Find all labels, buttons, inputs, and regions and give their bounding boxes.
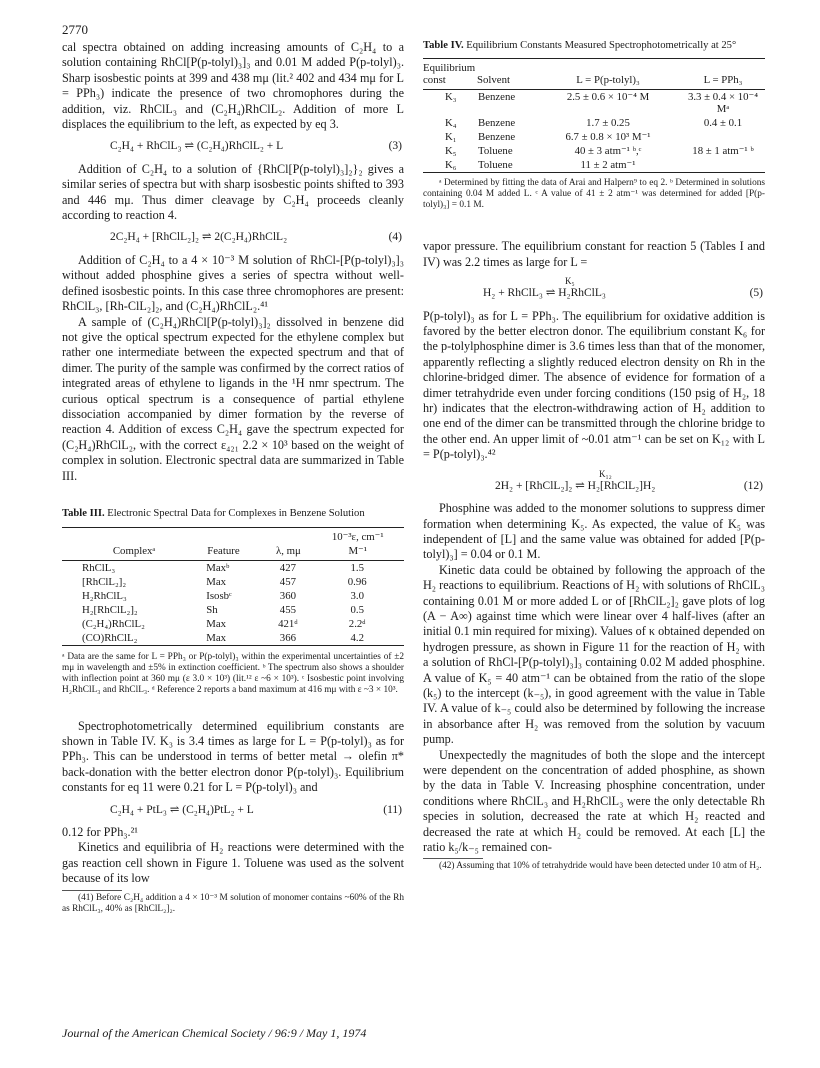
equation-text: C₂H₄ + PtL₃ ⇌ (C₂H₄)PtL₂ + L: [110, 803, 254, 816]
equation-3: [62, 139, 404, 154]
equation-number: (3): [388, 140, 402, 153]
table-row: [62, 575, 404, 589]
table-cell: 1.5: [350, 561, 364, 574]
table-cell: 1.7 ± 0.25: [586, 116, 630, 129]
equation-number: (11): [383, 803, 402, 816]
table-row: [62, 589, 404, 603]
column-header: L = PPh₃: [703, 73, 743, 86]
table-cell: [RhClL₂]₂: [82, 575, 127, 588]
column-header: L = P(p-tolyl)₃: [576, 73, 640, 86]
table-cell: Benzene: [478, 130, 516, 143]
table-cell: 11 ± 2 atm⁻¹: [580, 158, 636, 171]
paragraph: P(p-tolyl)₃ as for L = PPh₃. The equilibrium for oxidative addition is favored by the better electron donor. The equilibrium constant K₆ for the p-tolylphosphine dimer is 3.6 times less than that of the monomer, apparently reflecting a slightly reduced electron density on Rh in the chlorine-bridged dimer. The absence of evidence for formation of a dimer tetrahydride even under forcing conditions (150 psig of H₂, 18 hr) indicates that the electron-withdrawing action of H₂ addition to one end of the dimer can be transmitted through the chlorine bridge to the other end. An upper limit of ~0.01 atm⁻¹ can be set on K₁₂ with L = P(p-tolyl)₃.⁴²: [423, 308, 765, 462]
table-cell: RhClL₃: [82, 561, 116, 574]
table-footnote: ᵃ Determined by fitting the data of Arai and Halpern⁹ to eq 2. ᵇ Determined in solutions containing 0.04 M added L. ᶜ A value of 41 ± 2 atm⁻¹ was determined for added [P(p-tolyl)₃] = 0.1 M.: [423, 177, 765, 211]
table-title: Equilibrium Constants Measured Spectrophotometrically at 25°: [463, 40, 737, 51]
column-header: Complexᵃ: [112, 544, 156, 557]
table-cell: H₂[RhClL₂]₂: [82, 603, 138, 616]
table-cell: (C₂H₄)RhClL₂: [82, 617, 145, 630]
paragraph: Phosphine was added to the monomer solutions to suppress dimer formation when determining K₅. As expected, the value of K₅ was independent of [L] and the same value was obtained for added [P(p-tolyl)₃] = 0.04 or 0.1 M.: [423, 501, 765, 562]
equation-text: 2H₂ + [RhClL₂]₂ ⇌ H₂[RhClL₂]H₂: [495, 479, 656, 492]
table-cell: Max: [206, 575, 227, 588]
paragraph: Kinetics and equilibria of H₂ reactions were determined with the gas reaction cell shown in Figure 1. Toluene was used as the solvent because of its low: [62, 840, 404, 886]
equation-text: H₂ + RhClL₃ ⇌ H₂RhClL₃: [483, 287, 606, 300]
paragraph: Spectrophotometrically determined equilibrium constants are shown in Table IV. K₃ is 3.4 times as large for L = P(p-tolyl)₃ as for PPh₃. This can be understood in terms of better metal → olefin π* back-donation with the better electron donor P(p-tolyl)₃. Equilibrium constants for eq 11 were 0.21 for L = P(p-tolyl)₃ and: [62, 718, 404, 795]
table-title: Electronic Spectral Data for Complexes in Benzene Solution: [104, 507, 365, 519]
equation-text: C₂H₄ + RhClL₃ ⇌ (C₂H₄)RhClL₂ + L: [110, 140, 284, 153]
table-cell: 0.5: [350, 603, 364, 616]
table-cell: 4.2: [350, 631, 364, 644]
table-row: [423, 144, 765, 158]
table-cell: [681, 158, 765, 173]
table-caption: [423, 40, 765, 53]
table-row: [62, 603, 404, 617]
column-header: λ, mμ: [275, 544, 301, 557]
table-label: Table IV.: [423, 40, 464, 51]
column-header: Equilibrium const: [423, 61, 476, 86]
equation-number: (12): [743, 479, 763, 492]
table-label: Table III.: [62, 507, 105, 519]
paragraph: Kinetic data could be obtained by following the approach of the H₂ reactions to equilibrium. Reactions of H₂ with solutions of RhClL₃ containing 0.01 M or more added L or of [RhClL₂]₂ gave plots of log (A − A∞) against time which were linear over 4 half-lives (after an initial 0.1 min required for mixing). Values of κ obtained depended on hydrogen pressure, as shown in Figure 11 for the reaction of H₂ with a solution of RhCl-[P(p-tolyl)₃]₃ containing 0.02 M added phosphine. A value of K₅ = 40 atm⁻¹ can be obtained from the ratio of the slope (k₅) to the intercept (k₋₅), in good agreement with the value in Table IV. A value of k₋₅ could also be determined by following the increase in absorbance after H₂ was removed from the solution by vacuum pump.: [423, 562, 766, 747]
equation-11: [62, 803, 404, 818]
table-cell: Sh: [206, 603, 218, 616]
table-cell: Benzene: [478, 116, 516, 129]
table-cell: 18 ± 1 atm⁻¹ ᵇ: [692, 144, 754, 157]
equation-12: [423, 470, 765, 494]
column-header: Feature: [207, 544, 240, 557]
table-row: [62, 617, 404, 631]
footnote-42: (42) Assuming that 10% of tetrahydride would have been detected under 10 atm of H₂.: [439, 861, 762, 872]
table-cell: (CO)RhClL₂: [82, 631, 138, 644]
column-header: Solvent: [477, 73, 510, 86]
equation-constant: K₅: [565, 276, 575, 287]
equation-number: (5): [749, 287, 763, 300]
table-cell: 2.2ᵈ: [348, 617, 366, 630]
paragraph: A sample of (C₂H₄)RhCl[P(p-tolyl)₃]₂ dissolved in benzene did not give the optical spectrum expected for the ethylene complex but rather one intermediate between the expected spectrum and that of dimer. The purity of the sample was confirmed by the correct ratios of integrated areas of ethylene to ligands in the ¹H nmr spectrum. The curious optical spectrum is a consequence of partial ethylene dissociation accompanied by dimer formation by the reverse of reaction 4. Addition of excess C₂H₄ gave the spectrum expected for (C₂H₄)RhClL₂, with the correct ε₄₂₁ 2.2 × 10³ based on the weight of complex in solution. Electronic spectral data are summarized in Table III.: [62, 314, 404, 483]
table-cell: 6.7 ± 0.8 × 10³ M⁻¹: [565, 130, 651, 143]
table-cell: 3.0: [350, 589, 364, 602]
paragraph: 0.12 for PPh₃.²¹: [62, 825, 138, 840]
journal-footer: Journal of the American Chemical Society / 96:9 / May 1, 1974: [62, 1026, 367, 1040]
table-cell: Toluene: [478, 144, 513, 157]
table-row: [423, 89, 765, 116]
paragraph: Addition of C₂H₄ to a 4 × 10⁻³ M solution of RhCl-[P(p-tolyl)₃]₃ without added phosphine gives a series of spectra without well-defined isosbestic points. In this case three chromophores are present: RhClL₃, [Rh-ClL₂]₂, and (C₂H₄)RhClL₂.⁴¹: [62, 252, 404, 314]
right-column: [423, 40, 765, 873]
table-cell: Max: [206, 631, 227, 644]
table-cell: 40 ± 3 atm⁻¹ ᵇ,ᶜ: [574, 144, 642, 157]
table-iii-grid: [62, 527, 404, 646]
equation-number: (4): [388, 231, 402, 244]
table-cell: K₃: [445, 90, 457, 103]
left-column: [62, 40, 404, 915]
table-cell: 0.96: [347, 575, 367, 588]
paragraph: Unexpectedly the magnitudes of both the slope and the intercept were dependent on the concentration of added phosphine, as shown by the data in Table V. Increasing phosphine concentration, under conditions where RhClL₃ and H₂RhClL₃ were the only detectable Rh species in solution, decreased the rate at which H₂ reacted and decreased the rate at which H₂ could be removed. At each [L] the ratio k₅/k₋₅ remained con-: [423, 747, 765, 855]
table-cell: 0.4 ± 0.1: [703, 116, 743, 129]
table-cell: 2.5 ± 0.6 × 10⁻⁴ M: [566, 90, 650, 103]
table-iv-grid: [423, 58, 765, 173]
table-footnote: ᵃ Data are the same for L = PPh₃ or P(p-tolyl)₃ within the experimental uncertainties of ±2 mμ in wavelength and ±5% in extinction coefficient. ᵇ The spectrum also shows a shoulder with inflection point at 360 mμ (ε 3.0 × 10³) (lit.¹² ε ~6 × 10³). ᶜ Isosbestic point involving H₂RhClL₃ and RhClL₃. ᵈ Reference 2 reports a band maximum at 416 mμ with ε ~3 × 10³.: [62, 651, 404, 696]
table-cell: H₂RhClL₃: [82, 589, 127, 602]
footnote-41: (41) Before C₂H₄ addition a 4 × 10⁻³ M solution of monomer contains ~60% of the Rh as RhClL₃, 40% as [RhClL₂]₂.: [62, 892, 404, 914]
table-cell: 427: [279, 561, 296, 574]
table-caption: [62, 508, 404, 521]
table-cell: K₁: [445, 130, 457, 143]
page-number: 2770: [62, 22, 88, 37]
table-cell: 455: [279, 603, 296, 616]
table-cell: Maxᵇ: [206, 561, 230, 574]
equation-constant: K₁₂: [599, 468, 612, 479]
equation-text: 2C₂H₄ + [RhClL₂]₂ ⇌ 2(C₂H₄)RhClL₂: [110, 231, 288, 244]
table-cell: Max: [206, 617, 227, 630]
table-row: [423, 130, 765, 144]
table-iv: [423, 40, 765, 211]
table-row: [62, 560, 404, 575]
table-cell: K₄: [445, 116, 457, 129]
paragraph: Addition of C₂H₄ to a solution of {RhCl[P(p-tolyl)₃]₂}₂ gives a similar series of spectra but with sharp isosbestic points shifted to 393 and 446 mμ. Thus dimer cleavage by C₂H₄ proceeds cleanly according to reaction 4.: [62, 161, 404, 223]
table-iii: [62, 508, 404, 697]
table-cell: Isosbᶜ: [206, 589, 232, 602]
paragraph: vapor pressure. The equilibrium constant for reaction 5 (Tables I and IV) was 2.2 times as large for L =: [423, 239, 765, 269]
table-cell: Toluene: [478, 158, 513, 171]
table-cell: 421ᵈ: [278, 617, 298, 630]
equation-5: [423, 277, 765, 301]
table-row: [423, 116, 765, 130]
column-header: M⁻¹: [348, 544, 367, 557]
table-cell: K₅: [445, 144, 457, 157]
paragraph: cal spectra obtained on adding increasing amounts of C₂H₄ to a solution containing RhCl[P(p-tolyl)₃]₃ and 0.01 M added P(p-tolyl)₃. Sharp isosbestic points at 399 and 438 mμ (lit.² 402 and 434 mμ for L = PPh₃) indicate the presence of two chromophores during the addition, viz. RhClL₃ and (C₂H₄)RhClL₂. Addition of more L displaces the equilibrium to the left, as expected by eq 3.: [62, 40, 404, 132]
table-cell: K₆: [445, 158, 457, 171]
table-cell: 366: [279, 631, 296, 644]
table-row: [423, 158, 765, 173]
table-cell: Benzene: [478, 90, 516, 103]
table-cell: 360: [279, 589, 296, 602]
table-cell: 457: [279, 575, 296, 588]
column-header: 10⁻³ε, cm⁻¹: [331, 530, 384, 543]
equation-4: [62, 230, 404, 245]
table-row: [62, 631, 404, 646]
table-cell: [681, 130, 765, 144]
table-cell: 3.3 ± 0.4 × 10⁻⁴ Mᵃ: [687, 90, 759, 115]
